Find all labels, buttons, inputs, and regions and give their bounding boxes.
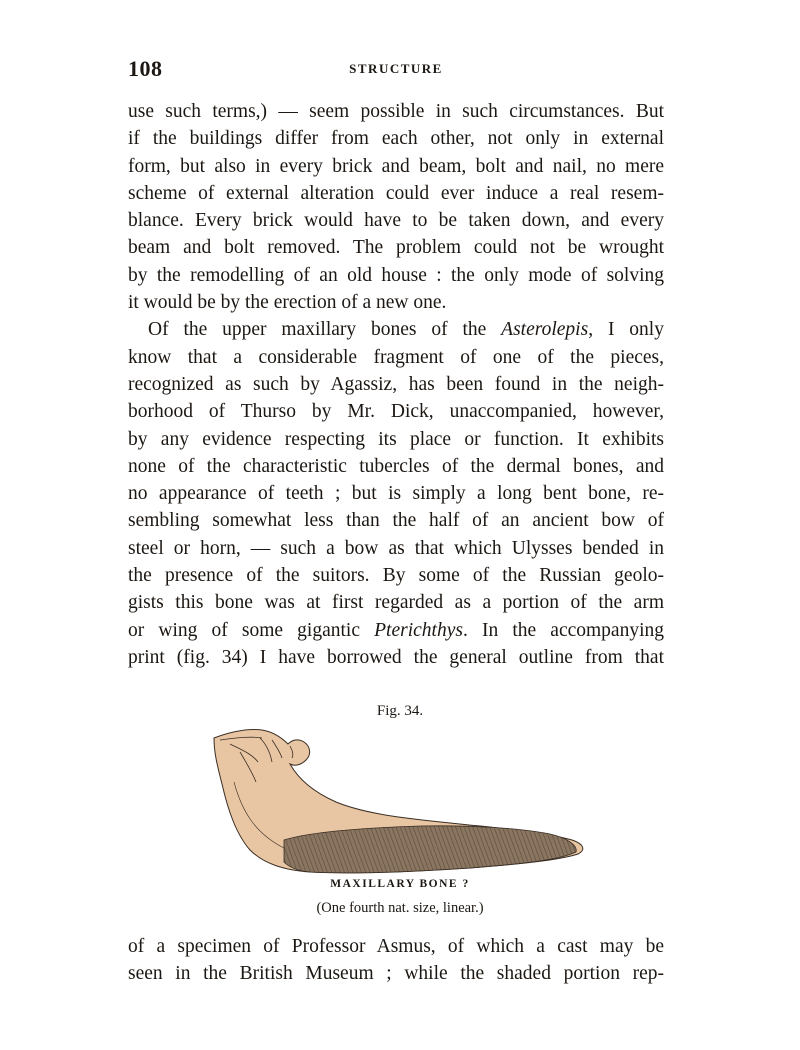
text-line: no appearance of teeth ; but is simply a long bent bone, re- xyxy=(128,483,664,505)
text-line: form, but also in every brick and beam, bolt and nail, no mere xyxy=(128,155,664,177)
text-line: by any evidence respecting its place or function. It exhibits xyxy=(128,428,664,450)
shaded-portion xyxy=(284,826,576,873)
text-line: of a specimen of Professor Asmus, of which a cast may be xyxy=(128,936,664,957)
text-line: it would be by the erection of a new one. xyxy=(128,292,447,314)
text-line: the presence of the suitors. By some of the Russian geolo- xyxy=(128,565,664,587)
figure-label: Fig. 34. xyxy=(376,703,424,719)
genus-name: Pterichthys xyxy=(374,619,463,641)
text-line: scheme of external alteration could ever induce a real resem- xyxy=(128,182,664,204)
text-line: use such terms,) — seem possible in such circumstances. But xyxy=(128,101,664,122)
text-line: gists this bone was at first regarded as a portion of the arm xyxy=(128,592,664,614)
text-line: steel or horn, — such a bow as that which Ulysses bended in xyxy=(128,537,664,559)
running-head xyxy=(128,56,664,86)
text-line: blance. Every brick would have to be taken down, and every xyxy=(128,210,664,232)
figure-subcaption: (One fourth nat. size, linear.) xyxy=(316,900,484,916)
genus-name: Asterolepis xyxy=(501,319,589,341)
text-line: if the buildings differ from each other, not only in external xyxy=(128,128,664,150)
text-line: print (fig. 34) I have borrowed the general outline from that xyxy=(128,646,664,668)
body-text-continued xyxy=(128,933,664,988)
text-line: seen in the British Museum ; while the shaded portion rep- xyxy=(128,963,664,985)
text-line: beam and bolt removed. The problem could not be wrought xyxy=(128,237,664,259)
maxillary-bone-illustration xyxy=(200,722,600,878)
figure-caption: MAXILLARY BONE ? xyxy=(330,878,470,890)
text-line: sembling somewhat less than the half of an ancient bow of xyxy=(128,510,664,532)
text-line: know that a considerable fragment of one of the pieces, xyxy=(128,346,664,368)
text-line: Of the upper maxillary bones of the Asterolepis, I only xyxy=(148,319,664,341)
page-number: 108 xyxy=(128,56,163,81)
body-text xyxy=(128,98,664,671)
running-title: STRUCTURE xyxy=(349,61,443,76)
text-line: by the remodelling of an old house : the only mode of solving xyxy=(128,264,664,286)
text-line: none of the characteristic tubercles of the dermal bones, and xyxy=(128,455,664,477)
text-line: borhood of Thurso by Mr. Dick, unaccompanied, however, xyxy=(128,401,664,423)
text-line: recognized as such by Agassiz, has been found in the neigh- xyxy=(128,373,664,395)
text-line: or wing of some gigantic Pterichthys. In the accompanying xyxy=(128,619,664,641)
